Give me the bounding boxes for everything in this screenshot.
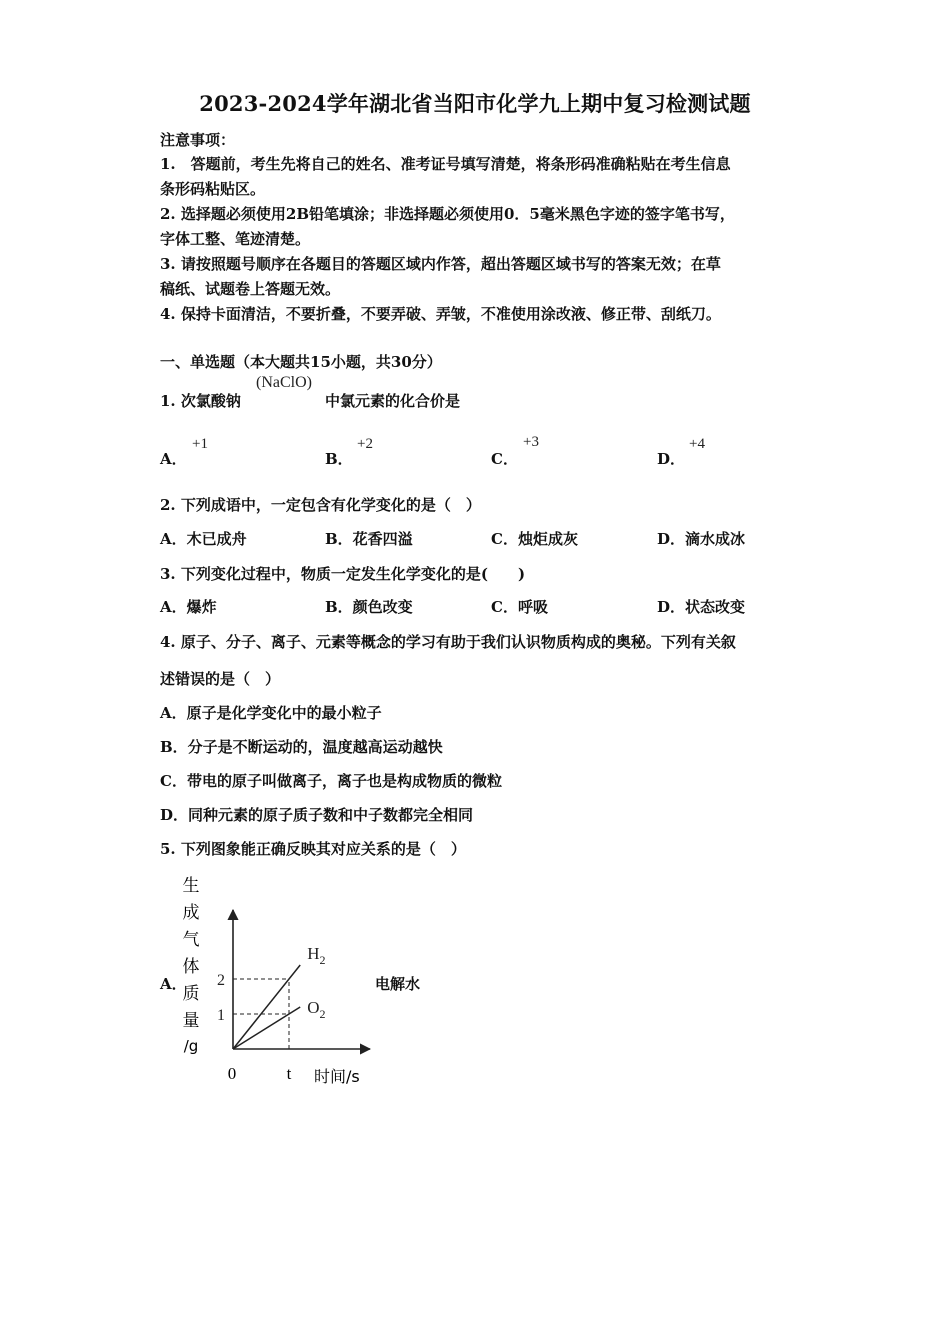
q2-option-a[interactable]: A．木已成舟 — [160, 530, 247, 548]
series-line-h2 — [233, 965, 300, 1049]
y-axis-label-char: 量 — [182, 1011, 200, 1031]
q5-option-a-label[interactable]: A． — [160, 975, 187, 993]
x-axis-label: 时间/s — [314, 1067, 360, 1086]
y-axis-label-unit: /g — [183, 1037, 199, 1055]
q4-option-a[interactable]: A．原子是化学变化中的最小粒子 — [160, 704, 382, 722]
notice-line-3: 2. 选择题必须使用2B铅笔填涂；非选择题必须使用0．5毫米黑色字迹的签字笔书写， — [160, 205, 735, 223]
y-tick-label: 2 — [217, 972, 225, 989]
y-tick-label: 1 — [217, 1007, 225, 1024]
q4-option-c[interactable]: C．带电的原子叫做离子，离子也是构成物质的微粒 — [160, 772, 502, 790]
q3-option-b[interactable]: B．颜色改变 — [325, 598, 413, 616]
q1-formula: (NaClO) — [256, 374, 312, 391]
q3-option-a[interactable]: A．爆炸 — [160, 598, 217, 616]
q2-stem: 2. 下列成语中，一定包含有化学变化的是（ ） — [160, 496, 481, 514]
q2-option-d[interactable]: D．滴水成冰 — [657, 530, 746, 548]
q1-option-d-label[interactable]: D． — [657, 450, 686, 468]
electrolysis-chart — [180, 866, 385, 1092]
q5-stem: 5. 下列图象能正确反映其对应关系的是（ ） — [160, 840, 466, 858]
q3-option-c[interactable]: C．呼吸 — [491, 598, 548, 616]
notice-line-5: 3. 请按照题号顺序在各题目的答题区域内作答，超出答题区域书写的答案无效；在草 — [160, 255, 721, 273]
y-axis-label-char: 体 — [182, 957, 200, 977]
q5-option-a-caption: 电解水 — [375, 975, 421, 993]
q2-option-c[interactable]: C．烛炬成灰 — [491, 530, 578, 548]
series-label: $O_2$ — [307, 998, 326, 1021]
q4-stem-line-2: 述错误的是（ ） — [160, 670, 281, 688]
q1-option-d-value: +4 — [689, 436, 705, 452]
q1-option-a-value: +1 — [192, 436, 208, 452]
q1-option-a-label[interactable]: A． — [160, 450, 187, 468]
q1-option-c-label[interactable]: C． — [491, 450, 518, 468]
q3-stem: 3. 下列变化过程中，物质一定发生化学变化的是( ) — [160, 565, 526, 583]
series-label: $H_2$ — [307, 944, 326, 967]
q4-option-b[interactable]: B．分子是不断运动的，温度越高运动越快 — [160, 738, 443, 756]
q1-option-b-label[interactable]: B． — [325, 450, 353, 468]
page-title: 2023-2024学年湖北省当阳市化学九上期中复习检测试题 — [199, 91, 751, 116]
notice-heading: 注意事项： — [160, 131, 236, 149]
notice-line-6: 稿纸、试题卷上答题无效。 — [160, 280, 341, 298]
x-tick-label: t — [286, 1064, 292, 1083]
notice-line-2: 条形码粘贴区。 — [160, 180, 266, 198]
origin-label: 0 — [227, 1064, 237, 1083]
y-axis-label-char: 质 — [182, 984, 200, 1004]
q1-option-c-value: +3 — [523, 434, 539, 450]
notice-line-4: 字体工整、笔迹清楚。 — [160, 230, 311, 248]
y-axis-label-char: 气 — [182, 930, 200, 950]
section-heading: 一、单选题（本大题共15小题，共30分） — [160, 353, 442, 371]
q4-stem-line-1: 4. 原子、分子、离子、元素等概念的学习有助于我们认识物质构成的奥秘。下列有关叙 — [160, 633, 736, 651]
q1-stem-a: 1. 次氯酸钠 — [160, 392, 241, 410]
q1-option-b-value: +2 — [357, 436, 373, 452]
q1-stem-b: 中氯元素的化合价是 — [325, 392, 461, 410]
notice-line-1: 1. 答题前，考生先将自己的姓名、准考证号填写清楚，将条形码准确粘贴在考生信息 — [160, 155, 731, 173]
q3-option-d[interactable]: D．状态改变 — [657, 598, 746, 616]
series-line-o2 — [233, 1007, 300, 1049]
notice-line-7: 4. 保持卡面清洁，不要折叠，不要弄破、弄皱，不准使用涂改液、修正带、刮纸刀。 — [160, 305, 721, 323]
q2-option-b[interactable]: B．花香四溢 — [325, 530, 413, 548]
q4-option-d[interactable]: D．同种元素的原子质子数和中子数都完全相同 — [160, 806, 474, 824]
y-axis-label-char: 生 — [182, 876, 200, 896]
y-axis-label-char: 成 — [182, 903, 200, 923]
